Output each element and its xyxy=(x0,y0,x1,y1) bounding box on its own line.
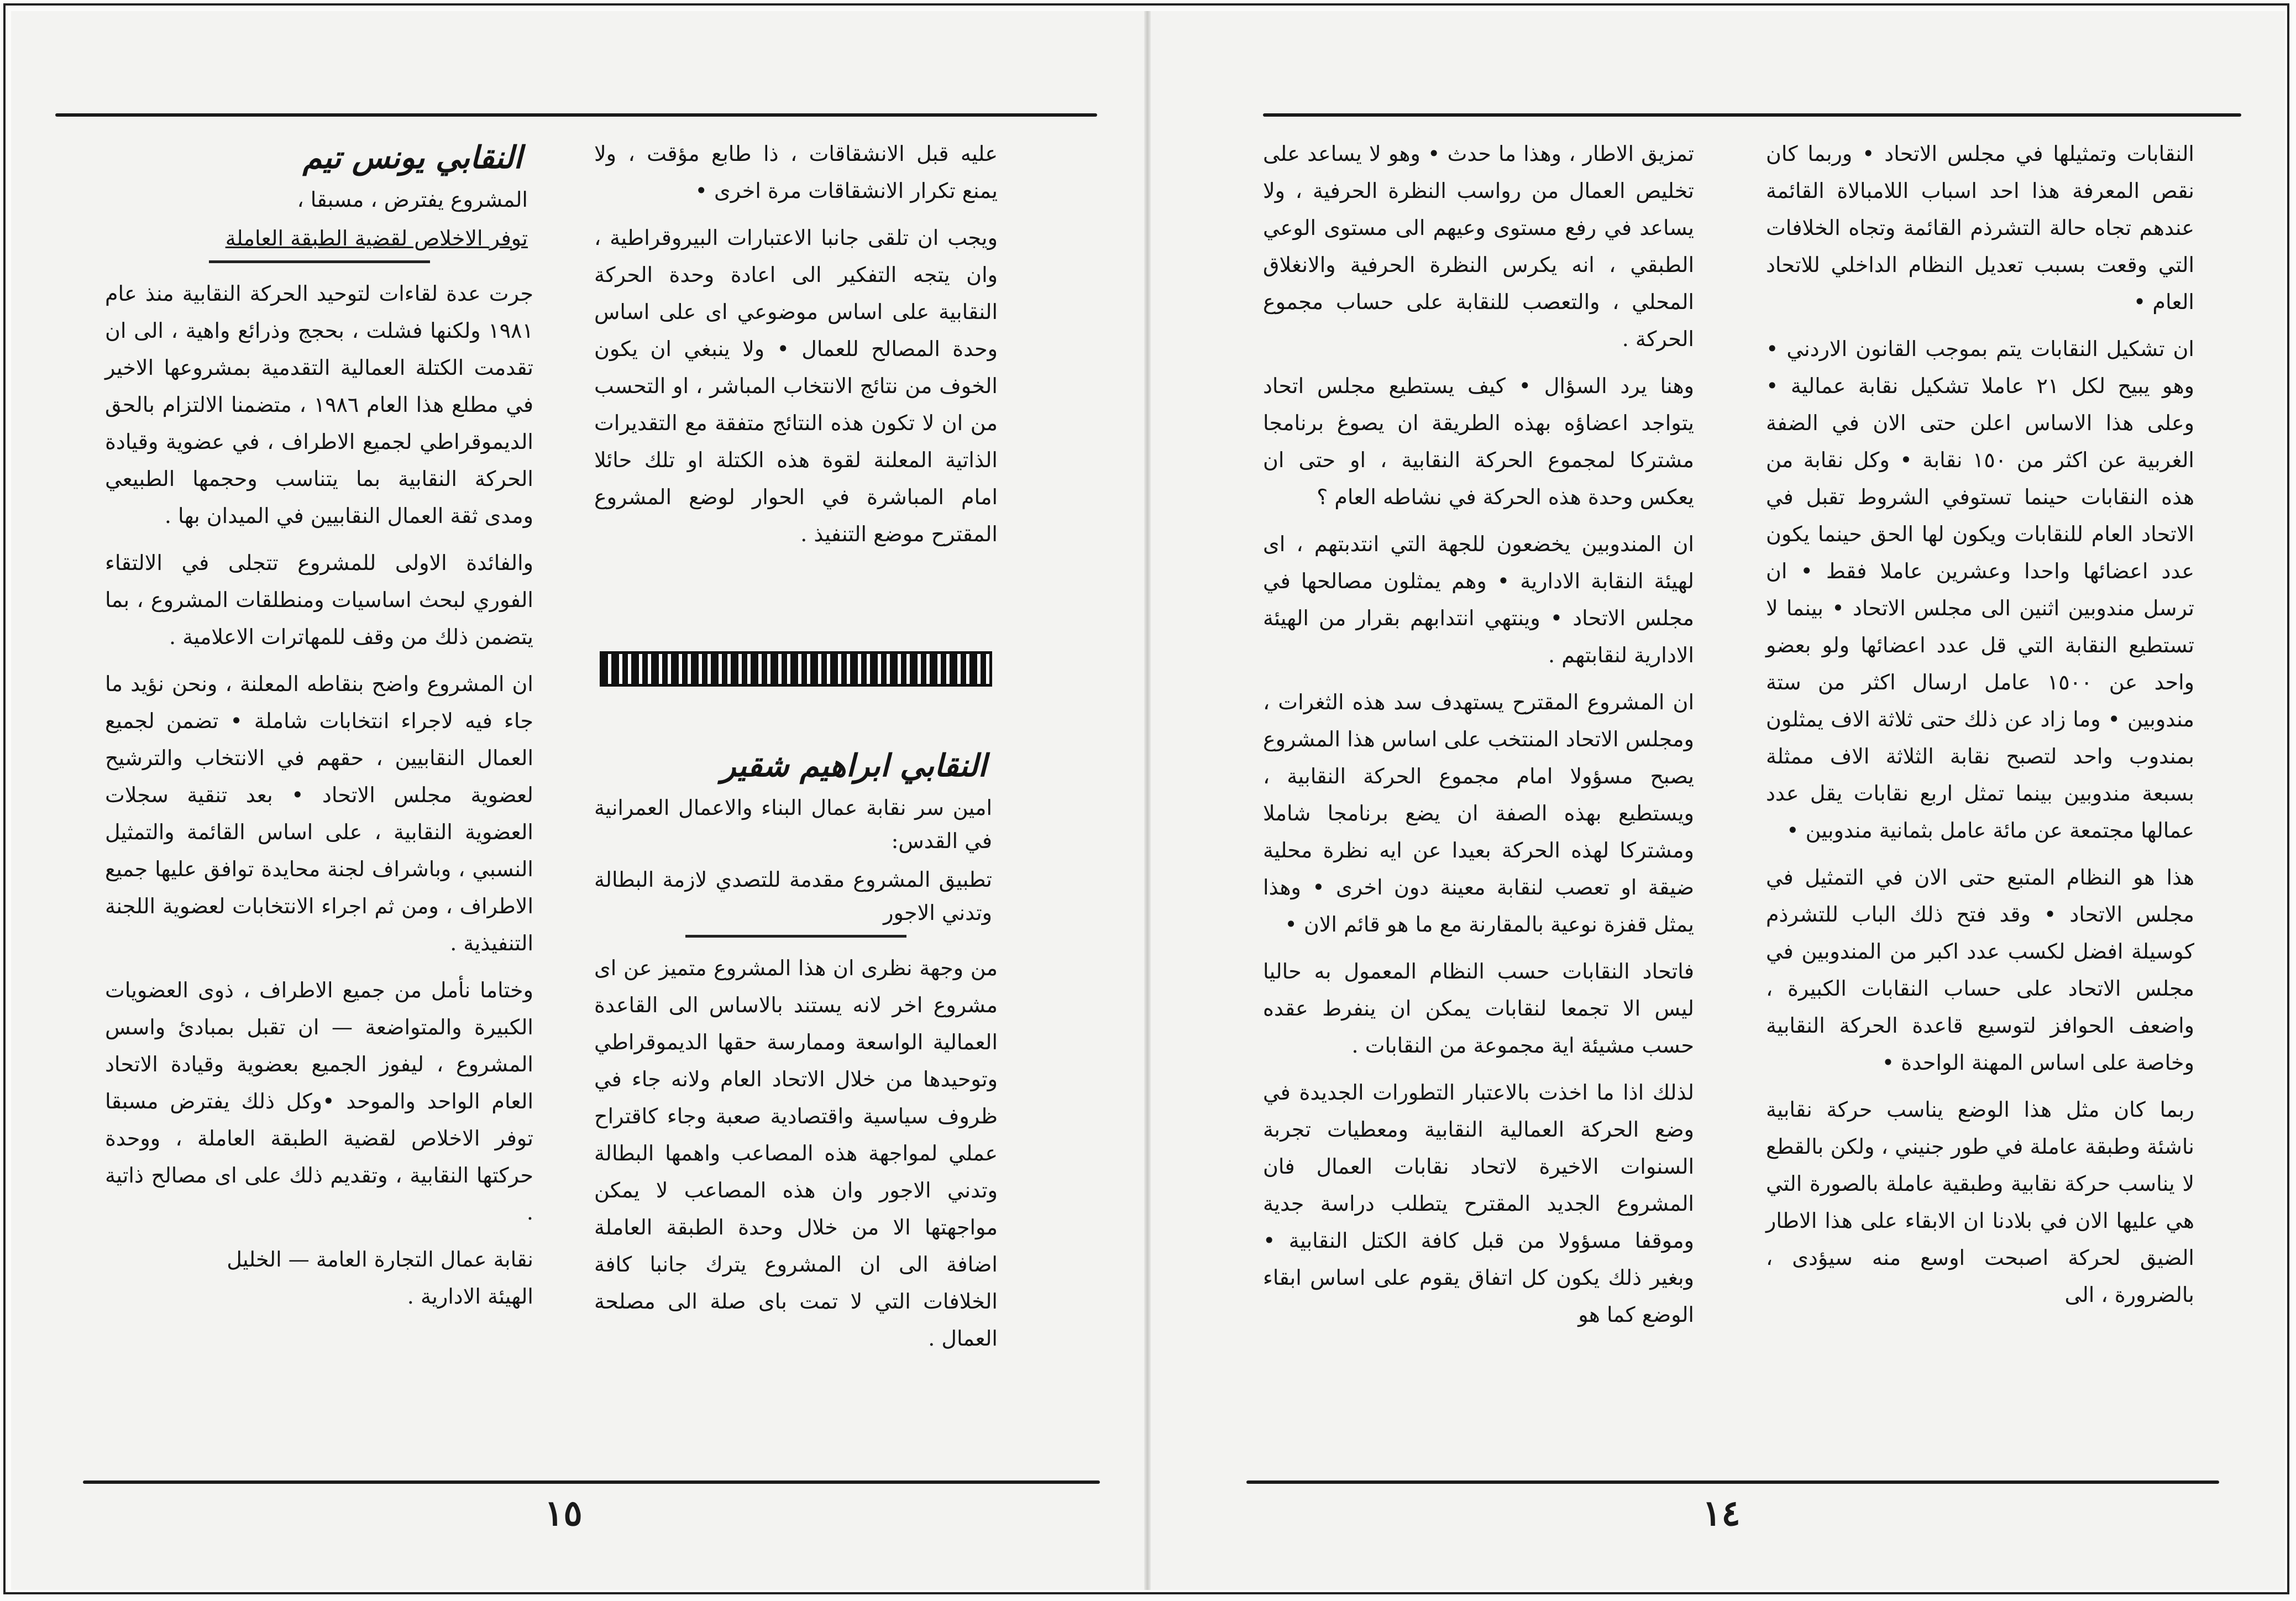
page-number: ١٤ xyxy=(1702,1493,1741,1534)
left-page-bottom-rule xyxy=(83,1480,1100,1484)
right-page-left-column xyxy=(1263,135,1694,1343)
left-page-left-column-lower xyxy=(594,744,998,1367)
left-page-left-column xyxy=(594,135,998,563)
paragraph: تمزيق الاطار ، وهذا ما حدث • وهو لا يساعد على تخليص العمال من رواسب النظرة الحرفية ، ولا يساعد في رفع مستوى وعيهم الى مستوى الوعي الطبقي ، انه يكرس النظرة الحرفية والانغلاق المحلي ، والتعصب للنقابة على حساب مجموع الحركة . xyxy=(1263,142,1694,351)
author-byline: النقابي ابراهيم شقير xyxy=(721,747,987,784)
left-page-top-rule xyxy=(55,113,1097,117)
paragraph: ان تشكيل النقابات يتم بموجب القانون الاردني • وهو يبيح لكل ٢١ عاملا تشكيل نقابة عمالية • وعلى هذا الاساس اعلن حتى الان في الضفة الغربية عن اكثر من ١٥٠ نقابة • وكل نقابة من هذه النقابات حينما تستوفي الشروط تقبل في الاتحاد العام للنقابات ويكون لها الحق حينما يكون عدد اعضائها واحدا وعشرين عاملا فقط • ان ترسل مندوبين اثنين الى مجلس الاتحاد • بينما لا تستطيع النقابة التي قل عدد اعضائها ولو بعضو واحد عن ١٥٠٠ عامل ارسال اكثر من ستة مندوبين • وما زاد عن ذلك حتى ثلاثة الاف يمثلون بمندوب واحد لتصبح نقابة الثلاثة الاف ممثلة بسبعة مندوبين بينما تمثل اربع نقابات يقل عدد عمالها مجتمعة عن مائة عامل بثمانية مندوبين • xyxy=(1766,337,2195,843)
paragraph: عليه قبل الانشقاقات ، ذا طابع مؤقت ، ولا يمنع تكرار الانشقاقات مرة اخرى • xyxy=(594,142,998,203)
article-subhead: تطبيق المشروع مقدمة للتصدي لازمة البطالة وتدني الاجور xyxy=(594,867,992,925)
ornamental-divider xyxy=(600,651,992,687)
article-subhead: امين سر نقابة عمال البناء والاعمال العمرانية في القدس: xyxy=(594,796,992,853)
paragraph: من وجهة نظرى ان هذا المشروع متميز عن اى مشروع اخر لانه يستند بالاساس الى القاعدة العمالية الواسعة وممارسة حقها الديموقراطي وتوحيدها من خلال الاتحاد العام ولانه جاء في ظروف سياسية واقتصادية صعبة وجاء كاقتراح عملي لمواجهة هذه المصاعب واهمها البطالة وتدني الاجور وان هذه المصاعب لا يمكن مواجهتها الا من خلال وحدة الطبقة العاملة اضافة الى ان المشروع يترك جانبا كافة الخلافات التي لا تمت باى صلة الى مصلحة العمال . xyxy=(594,956,998,1351)
left-page-right-column xyxy=(105,135,533,1315)
right-page-right-column xyxy=(1766,135,2194,1323)
page-number: ١٥ xyxy=(544,1493,583,1534)
article-subhead: توفر الاخلاص لقضية الطبقة العاملة xyxy=(225,226,528,250)
paragraph: ان المندوبين يخضعون للجهة التي انتدبتهم ، اى لهيئة النقابة الادارية • وهم يمثلون مصالحها في مجلس الاتحاد • وينتهي انتدابهم بقرار من الهيئة الادارية لنقابتهم . xyxy=(1263,532,1694,667)
paragraph: هذا هو النظام المتبع حتى الان في التمثيل في مجلس الاتحاد • وقد فتح ذلك الباب للتشرذم كوسيلة افضل لكسب عدد اكبر من المندوبين في مجلس الاتحاد على حساب النقابات الكبيرة ، واضعف الحوافز لتوسيع قاعدة الحركة النقابية وخاصة على اساس المهنة الواحدة • xyxy=(1766,865,2194,1075)
paragraph: والفائدة الاولى للمشروع تتجلى في الالتقاء الفوري لبحث اساسيات ومنطلقات المشروع ، بما يتضمن ذلك من وقف للمهاترات الاعلامية . xyxy=(105,551,533,649)
paragraph: وختاما نأمل من جميع الاطراف ، ذوى العضويات الكبيرة والمتواضعة — ان تقبل بمبادئ واسس المشروع ، ليفوز الجميع بعضوية وقيادة الاتحاد العام الواحد والموحد •وكل ذلك يفترض مسبقا توفر الاخلاص لقضية الطبقة العاملة ، ووحدة حركتها النقابية ، وتقديم ذلك على اى مصالح ذاتية . xyxy=(105,978,533,1225)
paragraph: ربما كان مثل هذا الوضع يناسب حركة نقابية ناشئة وطبقة عاملة في طور جنيني ، ولكن بالقطع لا يناسب حركة نقابية وطبقية عاملة بالصورة التي هي عليها الان في بلادنا ان الابقاء على هذا الاطار الضيق لحركة اصبحت اوسع منه سيؤدى ، بالضرورة ، الى xyxy=(1766,1097,2194,1307)
paragraph: وهنا يرد السؤال • كيف يستطيع مجلس اتحاد يتواجد اعضاؤه بهذه الطريقة ان يصوغ برنامجا مشتركا لمجموع الحركة النقابية ، او حتى ان يعكس وحدة هذه الحركة في نشاطه العام ؟ xyxy=(1263,374,1694,509)
signature: نقابة عمال التجارة العامة — الخليل xyxy=(227,1247,533,1272)
paragraph: جرت عدة لقاءات لتوحيد الحركة النقابية منذ عام ١٩٨١ ولكنها فشلت ، بحجج وذرائع واهية ، الى ان تقدمت الكتلة العمالية التقدمية بمشروعها الاخير في مطلع هذا العام ١٩٨٦ ، متضمنا الالتزام بالحق الديموقراطي لجميع الاطراف ، في عضوية وقيادة الحركة النقابية بما يتناسب وحجمها الطبيعي ومدى ثقة العمال النقابيين في الميدان بها . xyxy=(105,281,533,528)
right-page-top-rule xyxy=(1263,113,2241,117)
author-byline: النقابي يونس تيم xyxy=(302,139,522,176)
article-subhead: المشروع يفترض ، مسبقا ، xyxy=(297,187,528,212)
paragraph: ويجب ان تلقى جانبا الاعتبارات البيروقراطية ، وان يتجه التفكير الى اعادة وحدة الحركة النقابية على اساس موضوعي اى على اساس وحدة المصالح للعمال • ولا ينبغي ان يكون الخوف من نتائج الانتخاب المباشر ، او التحسب من ان لا تكون هذه النتائج متفقة مع التقديرات الذاتية المعلنة لقوة هذه الكتلة او تلك حائلا امام المباشرة في الحوار لوضع المشروع المقترح موضع التنفيذ . xyxy=(594,226,998,546)
paragraph: ان المشروع المقترح يستهدف سد هذه الثغرات ، ومجلس الاتحاد المنتخب على اساس هذا المشروع يصبح مسؤولا امام مجموع الحركة النقابية ، ويستطيع بهذه الصفة ان يضع برنامجا شاملا ومشتركا لهذه الحركة بعيدا عن ايه نظرة محلية ضيقة او تعصب لنقابة معينة دون اخرى • وهذا يمثل قفزة نوعية بالمقارنة مع ما هو قائم الان • xyxy=(1263,690,1694,936)
right-page-bottom-rule xyxy=(1246,1480,2219,1484)
paragraph: ان المشروع واضح بنقاطه المعلنة ، ونحن نؤيد ما جاء فيه لاجراء انتخابات شاملة • تضمن لجميع العمال النقابيين ، حقهم في الانتخاب والترشيح لعضوية مجلس الاتحاد • بعد تنقية سجلات العضوية النقابية ، على اساس القائمة والتمثيل النسبي ، وباشراف لجنة محايدة توافق عليها جميع الاطراف ، ومن ثم اجراء الانتخابات لعضوية اللجنة التنفيذية . xyxy=(105,672,533,955)
paragraph: النقابات وتمثيلها في مجلس الاتحاد • وربما كان نقص المعرفة هذا احد اسباب اللامبالاة القائمة عندهم تجاه حالة التشرذم القائمة وتجاه الخلافات التي وقعت بسبب تعديل النظام الداخلي للاتحاد العام • xyxy=(1766,142,2194,314)
section-divider xyxy=(209,260,430,263)
paragraph: لذلك اذا ما اخذت بالاعتبار التطورات الجديدة في وضع الحركة العمالية النقابية ومعطيات تجربة السنوات الاخيرة لاتحاد نقابات العمال فان المشروع الجديد المقترح يتطلب دراسة جدية وموقفا مسؤولا من قبل كافة الكتل النقابية • وبغير ذلك يكون كل اتفاق يقوم على اساس ابقاء الوضع كما هو xyxy=(1263,1080,1694,1327)
section-divider xyxy=(685,935,906,938)
signature: الهيئة الادارية . xyxy=(407,1284,533,1309)
paragraph: فاتحاد النقابات حسب النظام المعمول به حاليا ليس الا تجمعا لنقابات يمكن ان ينفرط عقده حسب مشيئة اية مجموعة من النقابات . xyxy=(1263,959,1694,1058)
book-spine xyxy=(1144,11,1151,1590)
